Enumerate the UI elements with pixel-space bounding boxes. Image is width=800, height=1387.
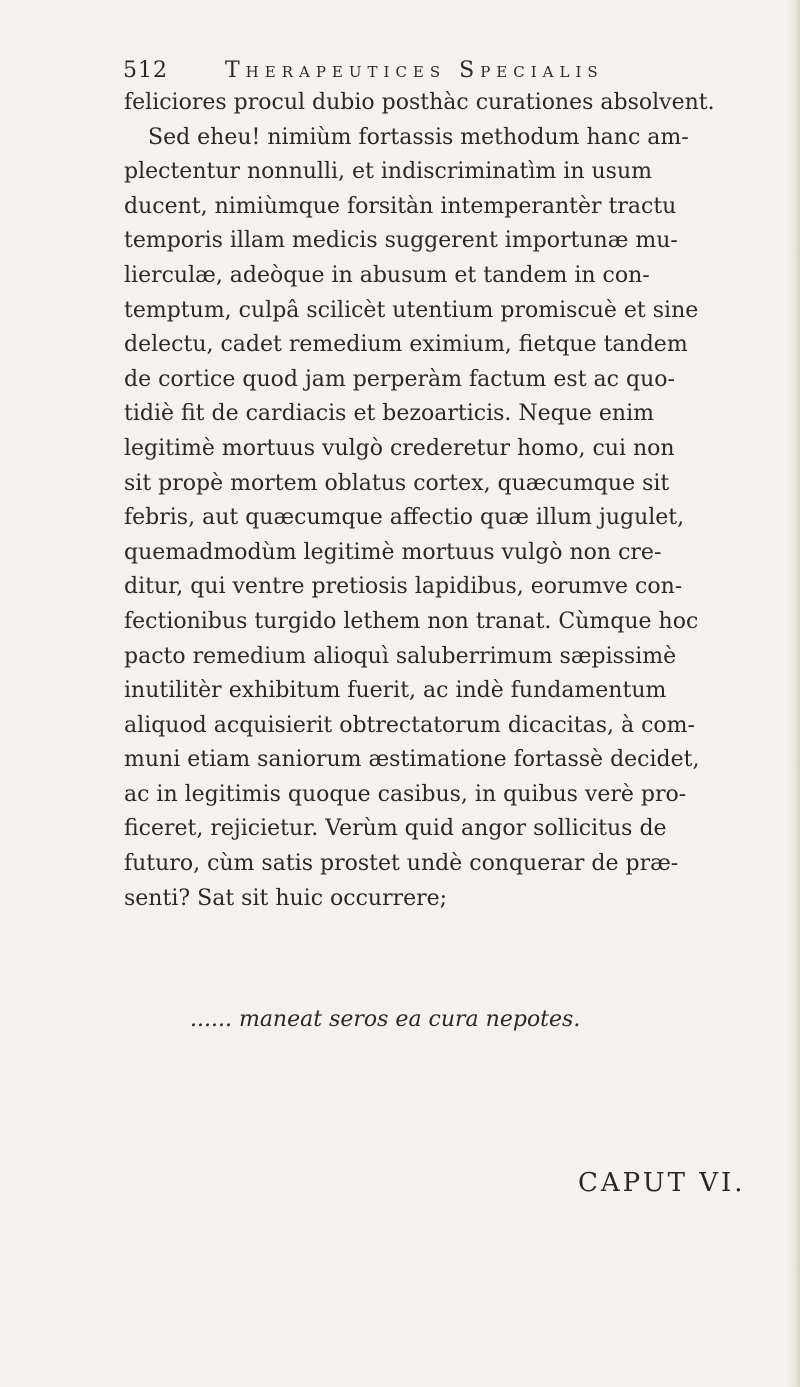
- page-number: 512: [123, 58, 168, 83]
- text-line: ficeret, rejicietur. Verùm quid angor sollicitus de: [124, 816, 667, 842]
- text-line: feliciores procul dubio posthàc curationes absolvent.: [124, 90, 715, 115]
- text-line: pacto remedium alioquì saluberrimum sæpissimè: [124, 643, 677, 669]
- text-line: ac in legitimis quoque casibus, in quibus verè pro-: [124, 781, 687, 807]
- text-line: temporis illam medicis suggerent importunæ mu-: [124, 228, 678, 254]
- text-line: muni etiam saniorum æstimatione fortassè decidet,: [124, 747, 700, 773]
- running-title: Therapeutices Specialis: [225, 58, 604, 83]
- text-line: de cortice quod jam perperàm factum est ac quo-: [124, 366, 675, 392]
- text-line: legitimè mortuus vulgò crederetur homo, cui non: [124, 435, 675, 461]
- catchword: CAPUT VI.: [578, 1168, 746, 1198]
- text-line: senti? Sat sit huic occurrere;: [124, 885, 448, 911]
- text-line: ditur, qui ventre pretiosis lapidibus, eorumve con-: [124, 574, 683, 600]
- text-line: febris, aut quæcumque affectio quæ illum jugulet,: [124, 505, 685, 531]
- text-line: lierculæ, adeòque in abusum et tandem in con-: [124, 262, 650, 288]
- verse-quotation: ...... maneat seros ea cura nepotes.: [190, 1007, 581, 1032]
- text-line: tidiè fit de cardiacis et bezoarticis. Neque enim: [124, 401, 654, 427]
- text-line: futuro, cùm satis prostet undè conquerar de præ-: [124, 851, 679, 877]
- text-line: temptum, culpâ scilicèt utentium promiscuè et sine: [124, 297, 699, 323]
- body-text: [124, 86, 715, 916]
- text-line: sit propè mortem oblatus cortex, quæcumque sit: [124, 470, 670, 496]
- text-line: inutilitèr exhibitum fuerit, ac indè fundamentum: [124, 678, 667, 704]
- page-edge-shadow: [786, 0, 800, 1387]
- text-line: fectionibus turgido lethem non tranat. Cùmque hoc: [124, 608, 699, 634]
- text-line: quemadmodùm legitimè mortuus vulgò non cre-: [124, 539, 662, 565]
- text-line: aliquod acquisierit obtrectatorum dicacitas, à com-: [124, 712, 695, 738]
- text-line: delectu, cadet remedium eximium, fietque tandem: [124, 332, 688, 358]
- text-line: plectentur nonnulli, et indiscriminatìm in usum: [124, 159, 652, 185]
- text-line: Sed eheu! nimiùm fortassis methodum hanc am-: [148, 124, 689, 150]
- text-line: ducent, nimiùmque forsitàn intemperantèr tractu: [124, 193, 677, 219]
